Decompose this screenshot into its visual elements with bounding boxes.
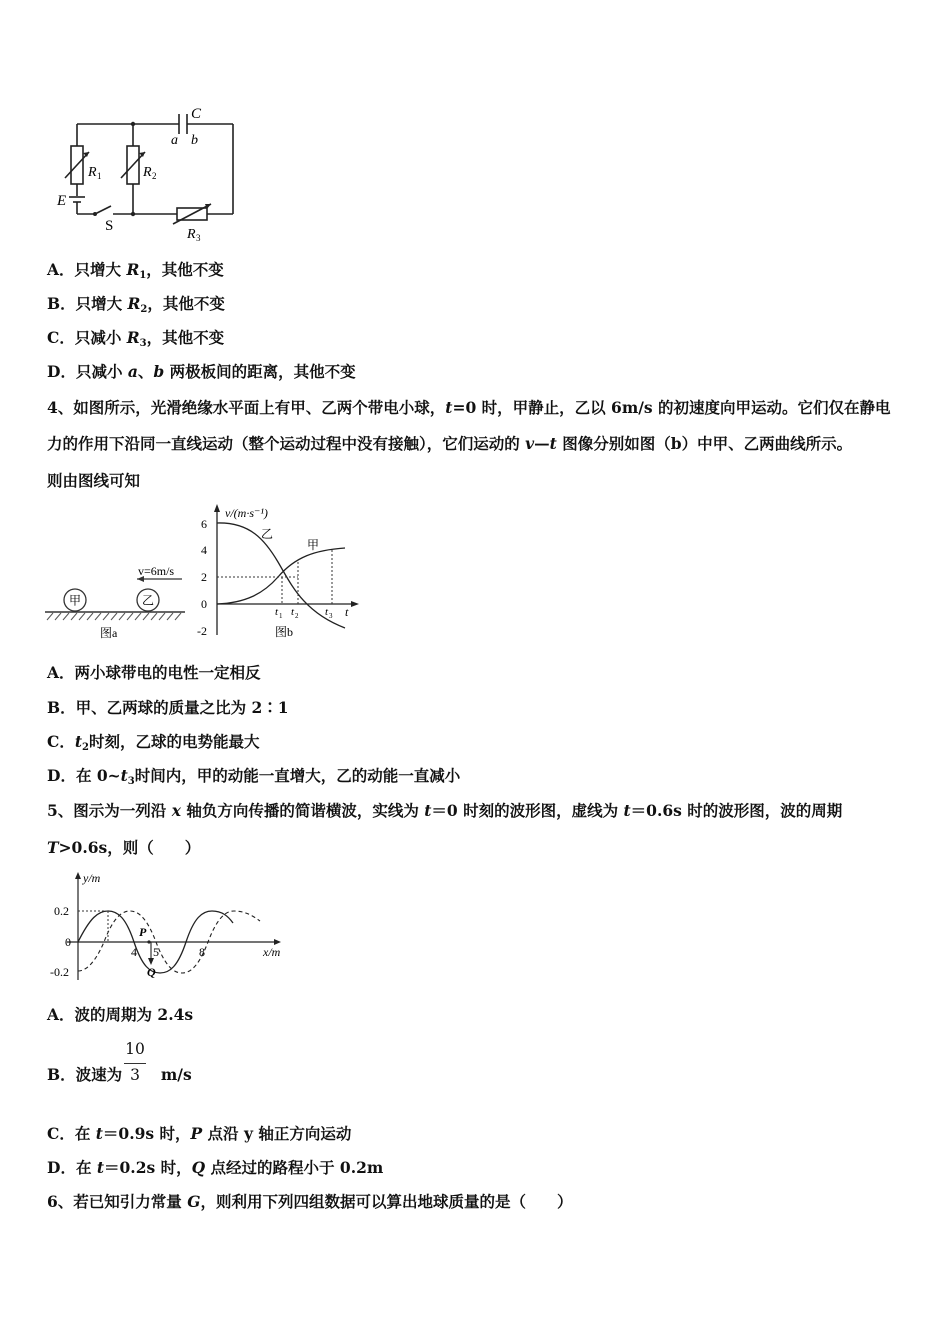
q4-stem-line-3: 则由图线可知 [47,471,141,490]
point-p-label: P [139,925,147,939]
q4-figure-a [45,560,195,645]
fraction-bar [124,1063,146,1064]
r1-sub: 1 [97,171,102,181]
wave-xtick-4: 4 [131,945,137,959]
vt-ytick-6: 6 [201,517,207,531]
velocity-fraction-denominator: 3 [130,1066,140,1084]
r2-label: R [143,165,152,180]
q6-stem: 6、若已知引力常量 G，则利用下列四组数据可以算出地球质量的是（ ） [47,1192,573,1211]
fig-b-caption: 图b [275,625,294,639]
velocity-fraction-numerator: 10 [125,1040,145,1058]
q5-option-c[interactable]: C．在 t＝0.9s 时，P 点沿 y 轴正方向运动 [47,1124,352,1143]
wave-xtick-5: 5 [153,945,159,959]
t2-sub: 2 [295,612,299,620]
wave-xlabel: x/m [263,945,281,959]
capacitor-label-c: C [191,106,202,122]
vt-ytick-4: 4 [201,543,207,557]
q4-stem-line-2: 力的作用下沿同一直线运动（整个运动过程中没有接触），它们运动的 v—t 图像分别如图（b）中甲、乙两曲线所示。 [47,434,853,453]
wave-ytick-zero: 0 [65,935,71,949]
r1-label: R [88,165,97,180]
q4-option-d[interactable]: D．在 $0\sim t_3$时间内，甲的动能一直增大，乙的动能一直减小 [47,766,461,787]
ball-jia-label: 甲 [68,593,82,608]
vt-curve-jia [217,548,345,604]
ball-yi-label: 乙 [141,593,155,608]
vt-ytick-2: 2 [201,570,207,584]
curve-jia-label: 甲 [307,538,320,552]
t3-sub: 3 [329,612,333,620]
vt-ytick-neg2: -2 [197,624,207,638]
wave-ytick-pos: 0.2 [54,904,69,918]
wave-ytick-neg: -0.2 [50,965,69,979]
q3-option-d[interactable]: D．只减小 a、b 两极板间的距离，其他不变 [47,362,356,381]
t1-sub: 1 [279,612,283,620]
curve-yi-label: 乙 [261,527,274,541]
fig-a-caption: 图a [100,626,118,640]
plate-label-a: a [171,133,178,148]
q3-option-c[interactable]: C．只减小 $R_3$，其他不变 [47,328,225,349]
q4-option-c[interactable]: C．$t_2$时刻，乙球的电势能最大 [47,732,260,753]
battery-label: E [57,193,67,209]
vt-ylabel: v/(m·s⁻¹) [225,506,268,520]
circuit-diagram [55,100,255,245]
q4-vt-graph [195,500,365,645]
r3-sub: 3 [196,233,201,243]
wave-ylabel: y/m [83,871,101,885]
q4-option-a[interactable]: A．两小球带电的电性一定相反 [47,663,261,682]
r3-label: R [187,227,196,242]
switch-label: S [105,218,114,234]
r2-sub: 2 [152,171,157,181]
q4-option-b[interactable]: B．甲、乙两球的质量之比为 2∶1 [47,698,289,717]
q5-stem-line-2: T>0.6s，则（ ） [47,838,201,857]
wave-xtick-8: 8 [199,945,205,959]
velocity-label: v=6m/s [138,564,175,578]
q3-option-b[interactable]: B．只增大 $R_2$，其他不变 [47,294,225,315]
q4-stem-line-1: 4、如图所示，光滑绝缘水平面上有甲、乙两个带电小球，t=0 时，甲静止，乙以 6m/s 的初速度向甲运动。它们仅在静电 [47,398,891,417]
q5-option-a[interactable]: A．波的周期为 2.4s [47,1005,194,1024]
t3-label: t [325,606,329,618]
plate-label-b: b [191,133,198,148]
t1-label: t [275,606,279,618]
q5-stem-line-1: 5、图示为一列沿 x 轴负方向传播的简谐横波，实线为 t＝0 时刻的波形图，虚线为 t＝0.6s 时的波形图，波的周期 [47,801,843,820]
q5-option-b[interactable]: B．波速为 m/s [47,1065,192,1084]
vt-xlabel: t [345,605,349,619]
q3-option-a[interactable]: A．只增大 $R_1$，其他不变 [47,260,224,281]
q5-option-d[interactable]: D．在 t＝0.2s 时，Q 点经过的路程小于 0.2m [47,1158,384,1177]
q5-wave-graph [45,868,295,983]
t2-label: t [291,606,295,618]
point-q-label: Q [147,965,156,979]
vt-ytick-0: 0 [201,597,207,611]
